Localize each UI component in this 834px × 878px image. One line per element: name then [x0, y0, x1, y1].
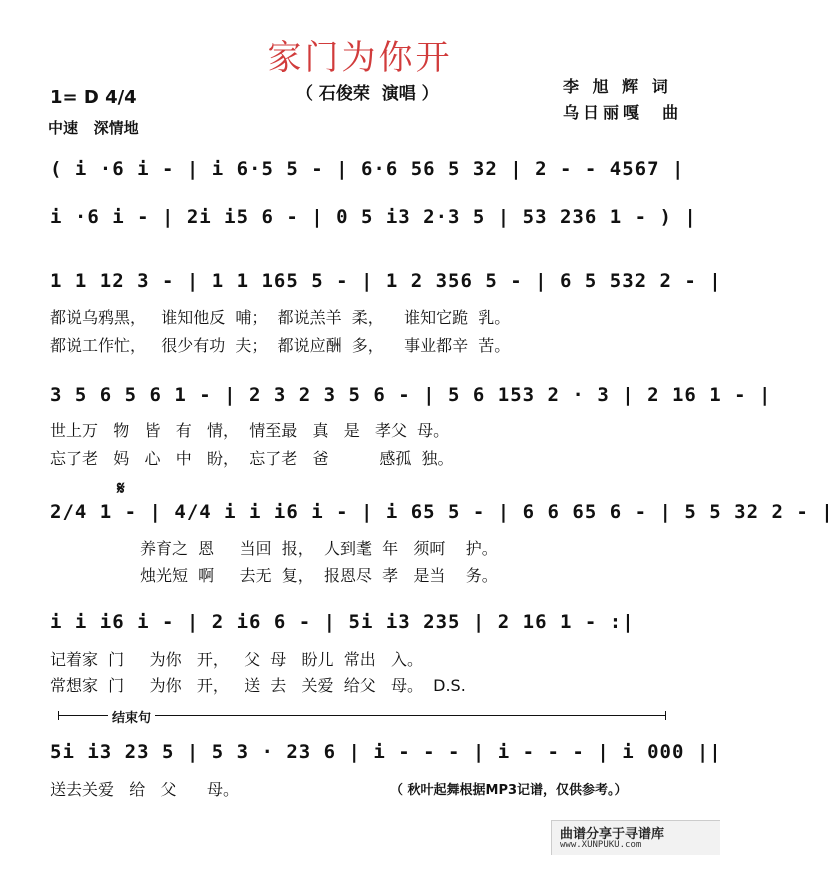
- score-row-6-notes: i i i6 i - | 2 i6 6 - | 5i i3 235 | 2 16 1 - :|: [50, 611, 635, 633]
- transcriber-note: （ 秋叶起舞根据MP3记谱，仅供参考。）: [390, 783, 628, 798]
- score-row-7-lyric-1: 送去关爱 给 父 母。: [50, 780, 240, 799]
- key-signature: 1= D 4/4: [50, 87, 137, 108]
- ending-label: 结束句: [108, 707, 155, 726]
- score-row-5-lyric-1: 养育之 恩 当回 报， 人到耄 年 须呵 护。: [140, 539, 498, 558]
- score-row-4-lyric-1: 世上万 物 皆 有 情， 情至最 真 是 孝父 母。: [50, 421, 450, 440]
- singer-credit: （ 石俊荣 演唱 ）: [296, 84, 439, 104]
- score-row-3-notes: 1 1 12 3 - | 1 1 165 5 - | 1 2 356 5 - | 6 5 532 2 - |: [50, 270, 722, 292]
- score-row-2-notes: i ·6 i - | 2i i5 6 - | 0 5 i3 2·3 5 | 53 236 1 - ) |: [50, 206, 697, 228]
- watermark-text: 曲谱分享于寻谱库: [560, 827, 665, 842]
- score-row-7-notes: 5i i3 23 5 | 5 3 · 23 6 | i - - - | i - - - | i 000 ||: [50, 741, 722, 763]
- song-title: 家门为你开: [267, 38, 453, 78]
- score-row-1-notes: ( i ·6 i - | i 6·5 5 - | 6·6 56 5 32 | 2 - - 4567 |: [50, 158, 685, 180]
- score-row-6-lyric-1: 记着家 门 为你 开， 父 母 盼儿 常出 入。: [50, 650, 423, 669]
- watermark-url: www.XUNPUKU.com: [560, 840, 642, 850]
- composer-credit: 乌日丽嘎 曲: [563, 103, 683, 122]
- score-row-5-lyric-2: 烛光短 啊 去无 复， 报恩尽 孝 是当 务。: [140, 566, 498, 585]
- score-row-4-lyric-2: 忘了老 妈 心 中 盼， 忘了老 爸 感孤 独。: [50, 449, 454, 468]
- score-row-3-lyric-1: 都说乌鸦黑， 谁知他反 哺； 都说羔羊 柔， 谁知它跪 乳。: [50, 308, 511, 327]
- segno-sign: 𝄋: [117, 478, 125, 499]
- lyricist-credit: 李 旭 辉 词: [563, 77, 672, 96]
- site-watermark: [551, 820, 720, 855]
- score-row-5-notes: 2/4 1 - | 4/4 i i i6 i - | i 65 5 - | 6 6 65 6 - | 5 5 32 2 - |: [50, 501, 834, 523]
- score-row-3-lyric-2: 都说工作忙， 很少有功 夫； 都说应酬 多， 事业都辛 苦。: [50, 336, 511, 355]
- tempo-marking: 中速 深情地: [48, 119, 139, 137]
- score-row-6-lyric-2: 常想家 门 为你 开， 送 去 关爱 给父 母。 D.S.: [50, 676, 466, 695]
- score-row-4-notes: 3 5 6 5 6 1 - | 2 3 2 3 5 6 - | 5 6 153 2 · 3 | 2 16 1 - |: [50, 384, 772, 406]
